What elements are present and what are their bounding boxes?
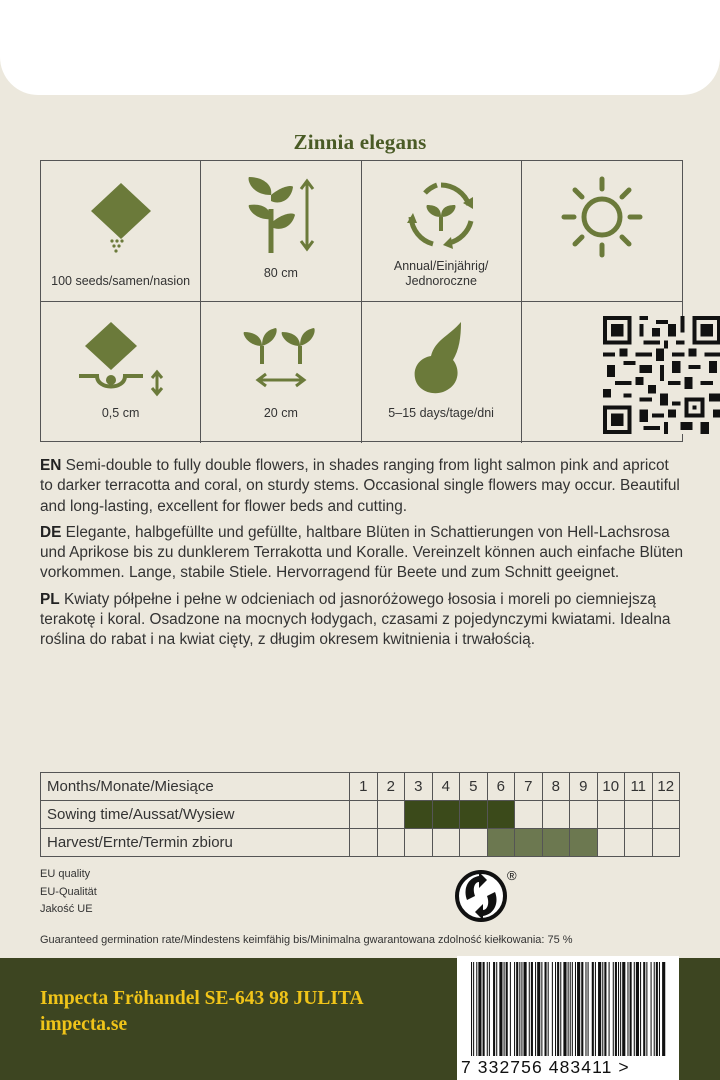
barcode-bar [630, 962, 632, 1056]
qr-code-icon[interactable] [602, 316, 720, 434]
spacing-cell [201, 302, 361, 443]
barcode-bar [585, 962, 586, 1056]
seeds-icon [81, 175, 161, 255]
month-cell: 11 [625, 773, 653, 801]
barcode-bar [636, 962, 639, 1056]
sowing-month-cell [405, 801, 433, 829]
barcode-bar [493, 962, 495, 1056]
barcode-bar [499, 962, 502, 1056]
barcode-bar [640, 962, 641, 1056]
registered-mark: ® [507, 868, 517, 883]
barcode-number: 7 332756 483411 > [461, 1057, 630, 1077]
barcode-bar [537, 962, 540, 1056]
months-row [41, 773, 680, 801]
sowing-month-cell [570, 801, 598, 829]
harvest-month-cell [515, 829, 543, 857]
barcode-bar [555, 962, 556, 1056]
month-cell: 1 [350, 773, 378, 801]
barcode-bar [654, 962, 655, 1056]
barcode-bar [634, 962, 635, 1056]
annual-label: Annual/Einjährig/ Jednoroczne [393, 259, 489, 288]
barcode-bar [545, 962, 547, 1056]
description-en [40, 456, 685, 517]
sowing-month-cell [542, 801, 570, 829]
green-dot-recycle-icon [455, 866, 525, 924]
barcode-bar [557, 962, 559, 1056]
sowing-month-cell [625, 801, 653, 829]
germination-icon [401, 316, 481, 400]
height-label: 80 cm [263, 266, 298, 280]
months-label: Months/Monate/Miesiące [41, 773, 350, 801]
barcode-bar [651, 962, 652, 1056]
hanger-cutout [0, 0, 720, 95]
barcode-bar [521, 962, 522, 1056]
barcode-bar [592, 962, 594, 1056]
barcode-bar [483, 962, 485, 1056]
barcode-bar [646, 962, 647, 1056]
harvest-month-cell [432, 829, 460, 857]
barcode-bar [563, 962, 566, 1056]
barcode-bar [560, 962, 561, 1056]
seeds-label: 100 seeds/samen/nasion [51, 274, 191, 288]
sowing-depth-cell [41, 302, 201, 443]
eu-quality [40, 866, 97, 919]
harvest-month-cell [377, 829, 405, 857]
harvest-month-cell [570, 829, 598, 857]
sowing-month-cell [487, 801, 515, 829]
sowing-month-cell [350, 801, 378, 829]
harvest-month-cell [625, 829, 653, 857]
month-cell: 6 [487, 773, 515, 801]
barcode-bar [506, 962, 508, 1056]
barcode-bar [504, 962, 505, 1056]
month-cell: 5 [460, 773, 488, 801]
harvest-month-cell [652, 829, 680, 857]
lang-code-de: DE [40, 523, 62, 541]
barcode-bar [577, 962, 580, 1056]
sowing-month-cell [515, 801, 543, 829]
sowing-month-cell [377, 801, 405, 829]
germination-cell [362, 302, 522, 443]
sowing-depth-label: 0,5 cm [101, 406, 140, 420]
sowing-month-cell [597, 801, 625, 829]
lang-code-pl: PL [40, 590, 60, 608]
barcode-bar [552, 962, 553, 1056]
harvest-month-cell [405, 829, 433, 857]
harvest-month-cell [542, 829, 570, 857]
month-cell: 10 [597, 773, 625, 801]
sowing-row [41, 801, 680, 829]
sun-cell [522, 161, 682, 302]
eu-quality-line: EU quality [40, 868, 91, 880]
barcode-bar [516, 962, 518, 1056]
qr-cell[interactable] [522, 302, 682, 443]
barcode-bar [519, 962, 520, 1056]
barcode [457, 956, 679, 1080]
barcode-bar [609, 962, 610, 1056]
barcode-bar [662, 962, 665, 1056]
month-cell: 3 [405, 773, 433, 801]
barcode-bar [622, 962, 625, 1056]
sowing-month-cell [652, 801, 680, 829]
barcode-bar [615, 962, 617, 1056]
harvest-month-cell [597, 829, 625, 857]
description-de-text: Elegante, halbgefüllte und gefüllte, haltbare Blüten in Schattierungen von Hell-Lachsrosa und Aprikose bis zu dunklerem Terrakotta und Koralle. Vereinzelt können auch einfache Blüten vorkommen. Lange, stabile Stiele. Hervorragend für Beete und zum Schnitt geeignet. [40, 523, 684, 582]
description-pl-text: Kwiaty półpełne i pełne w odcieniach od jasnoróżowego łososia i moreli po ciemniejszą terakotę i koral. Osadzone na mocnych łodygach, czasami z pojedynczymi kwiatami. Idealna roślina do rabat i na kwiat cięty, z długim okresem kwitnienia i trwałością. [40, 590, 671, 649]
eu-quality-line: EU-Qualität [40, 885, 97, 898]
company-address: Impecta Fröhandel SE-643 98 JULITA [40, 988, 364, 1009]
barcode-bar [627, 962, 628, 1056]
description-de [40, 523, 685, 584]
barcode-bar [476, 962, 477, 1056]
month-cell: 2 [377, 773, 405, 801]
barcode-bar [524, 962, 527, 1056]
height-cell [201, 161, 361, 302]
annual-cell [362, 161, 522, 302]
barcode-bar [656, 962, 658, 1056]
barcode-bar [487, 962, 488, 1056]
lang-code-en: EN [40, 457, 62, 474]
plant-height-icon [241, 175, 321, 255]
barcode-bar [570, 962, 571, 1056]
sowing-calendar [40, 772, 680, 857]
sowing-label: Sowing time/Aussat/Wysiew [41, 801, 350, 829]
harvest-month-cell [460, 829, 488, 857]
barcode-bar [531, 962, 533, 1056]
barcode-bar [478, 962, 481, 1056]
barcode-bar [581, 962, 583, 1056]
harvest-month-cell [487, 829, 515, 857]
icon-grid [40, 160, 683, 442]
barcode-bar [620, 962, 621, 1056]
product-title: Zinnia elegans [293, 130, 427, 154]
barcode-bar [598, 962, 601, 1056]
plant-spacing-icon [236, 316, 326, 396]
barcode-bar [529, 962, 530, 1056]
harvest-row [41, 829, 680, 857]
description-pl [40, 590, 685, 651]
barcode-bar [568, 962, 569, 1056]
barcode-bars [469, 962, 669, 1060]
sowing-depth-icon [71, 316, 171, 400]
description-en-text: Semi-double to fully double flowers, in shades ranging from light salmon pink and apricot to darker terracotta and coral, on sturdy stems. Occasional single flowers may occur. Beautiful and long-lasting, excellent for flower beds and cutting. [40, 457, 680, 515]
barcode-bar [618, 962, 619, 1056]
barcode-bar [471, 962, 472, 1056]
barcode-bar [510, 962, 511, 1056]
barcode-bar [643, 962, 645, 1056]
barcode-bar [659, 962, 660, 1056]
month-cell: 8 [542, 773, 570, 801]
sun-icon [560, 175, 644, 259]
barcode-bar [613, 962, 614, 1056]
spacing-label: 20 cm [263, 406, 298, 420]
harvest-month-cell [350, 829, 378, 857]
month-cell: 4 [432, 773, 460, 801]
barcode-bar [595, 962, 596, 1056]
barcode-bar [541, 962, 542, 1056]
germination-label: 5–15 days/tage/dni [388, 406, 494, 420]
company-website[interactable]: impecta.se [40, 1014, 128, 1035]
eu-quality-line: Jakość UE [40, 903, 93, 915]
barcode-bar [548, 962, 549, 1056]
annual-icon [401, 175, 481, 255]
barcode-bar [604, 962, 606, 1056]
barcode-bar [535, 962, 536, 1056]
barcode-bar [473, 962, 474, 1056]
barcode-bar [514, 962, 515, 1056]
barcode-bar [575, 962, 576, 1056]
month-cell: 9 [570, 773, 598, 801]
month-cell: 12 [652, 773, 680, 801]
barcode-bar [602, 962, 603, 1056]
description [40, 456, 685, 657]
sowing-month-cell [432, 801, 460, 829]
sowing-month-cell [460, 801, 488, 829]
month-cell: 7 [515, 773, 543, 801]
barcode-bar [588, 962, 589, 1056]
seeds-cell [41, 161, 201, 302]
company-info [40, 986, 364, 1038]
germination-rate: Guaranteed germination rate/Mindestens keimfähig bis/Minimalna gwarantowana zdolność kiełkowania: 75 % [40, 934, 573, 946]
harvest-label: Harvest/Ernte/Termin zbioru [41, 829, 350, 857]
barcode-bar [496, 962, 497, 1056]
barcode-bar [572, 962, 573, 1056]
barcode-bar [489, 962, 490, 1056]
